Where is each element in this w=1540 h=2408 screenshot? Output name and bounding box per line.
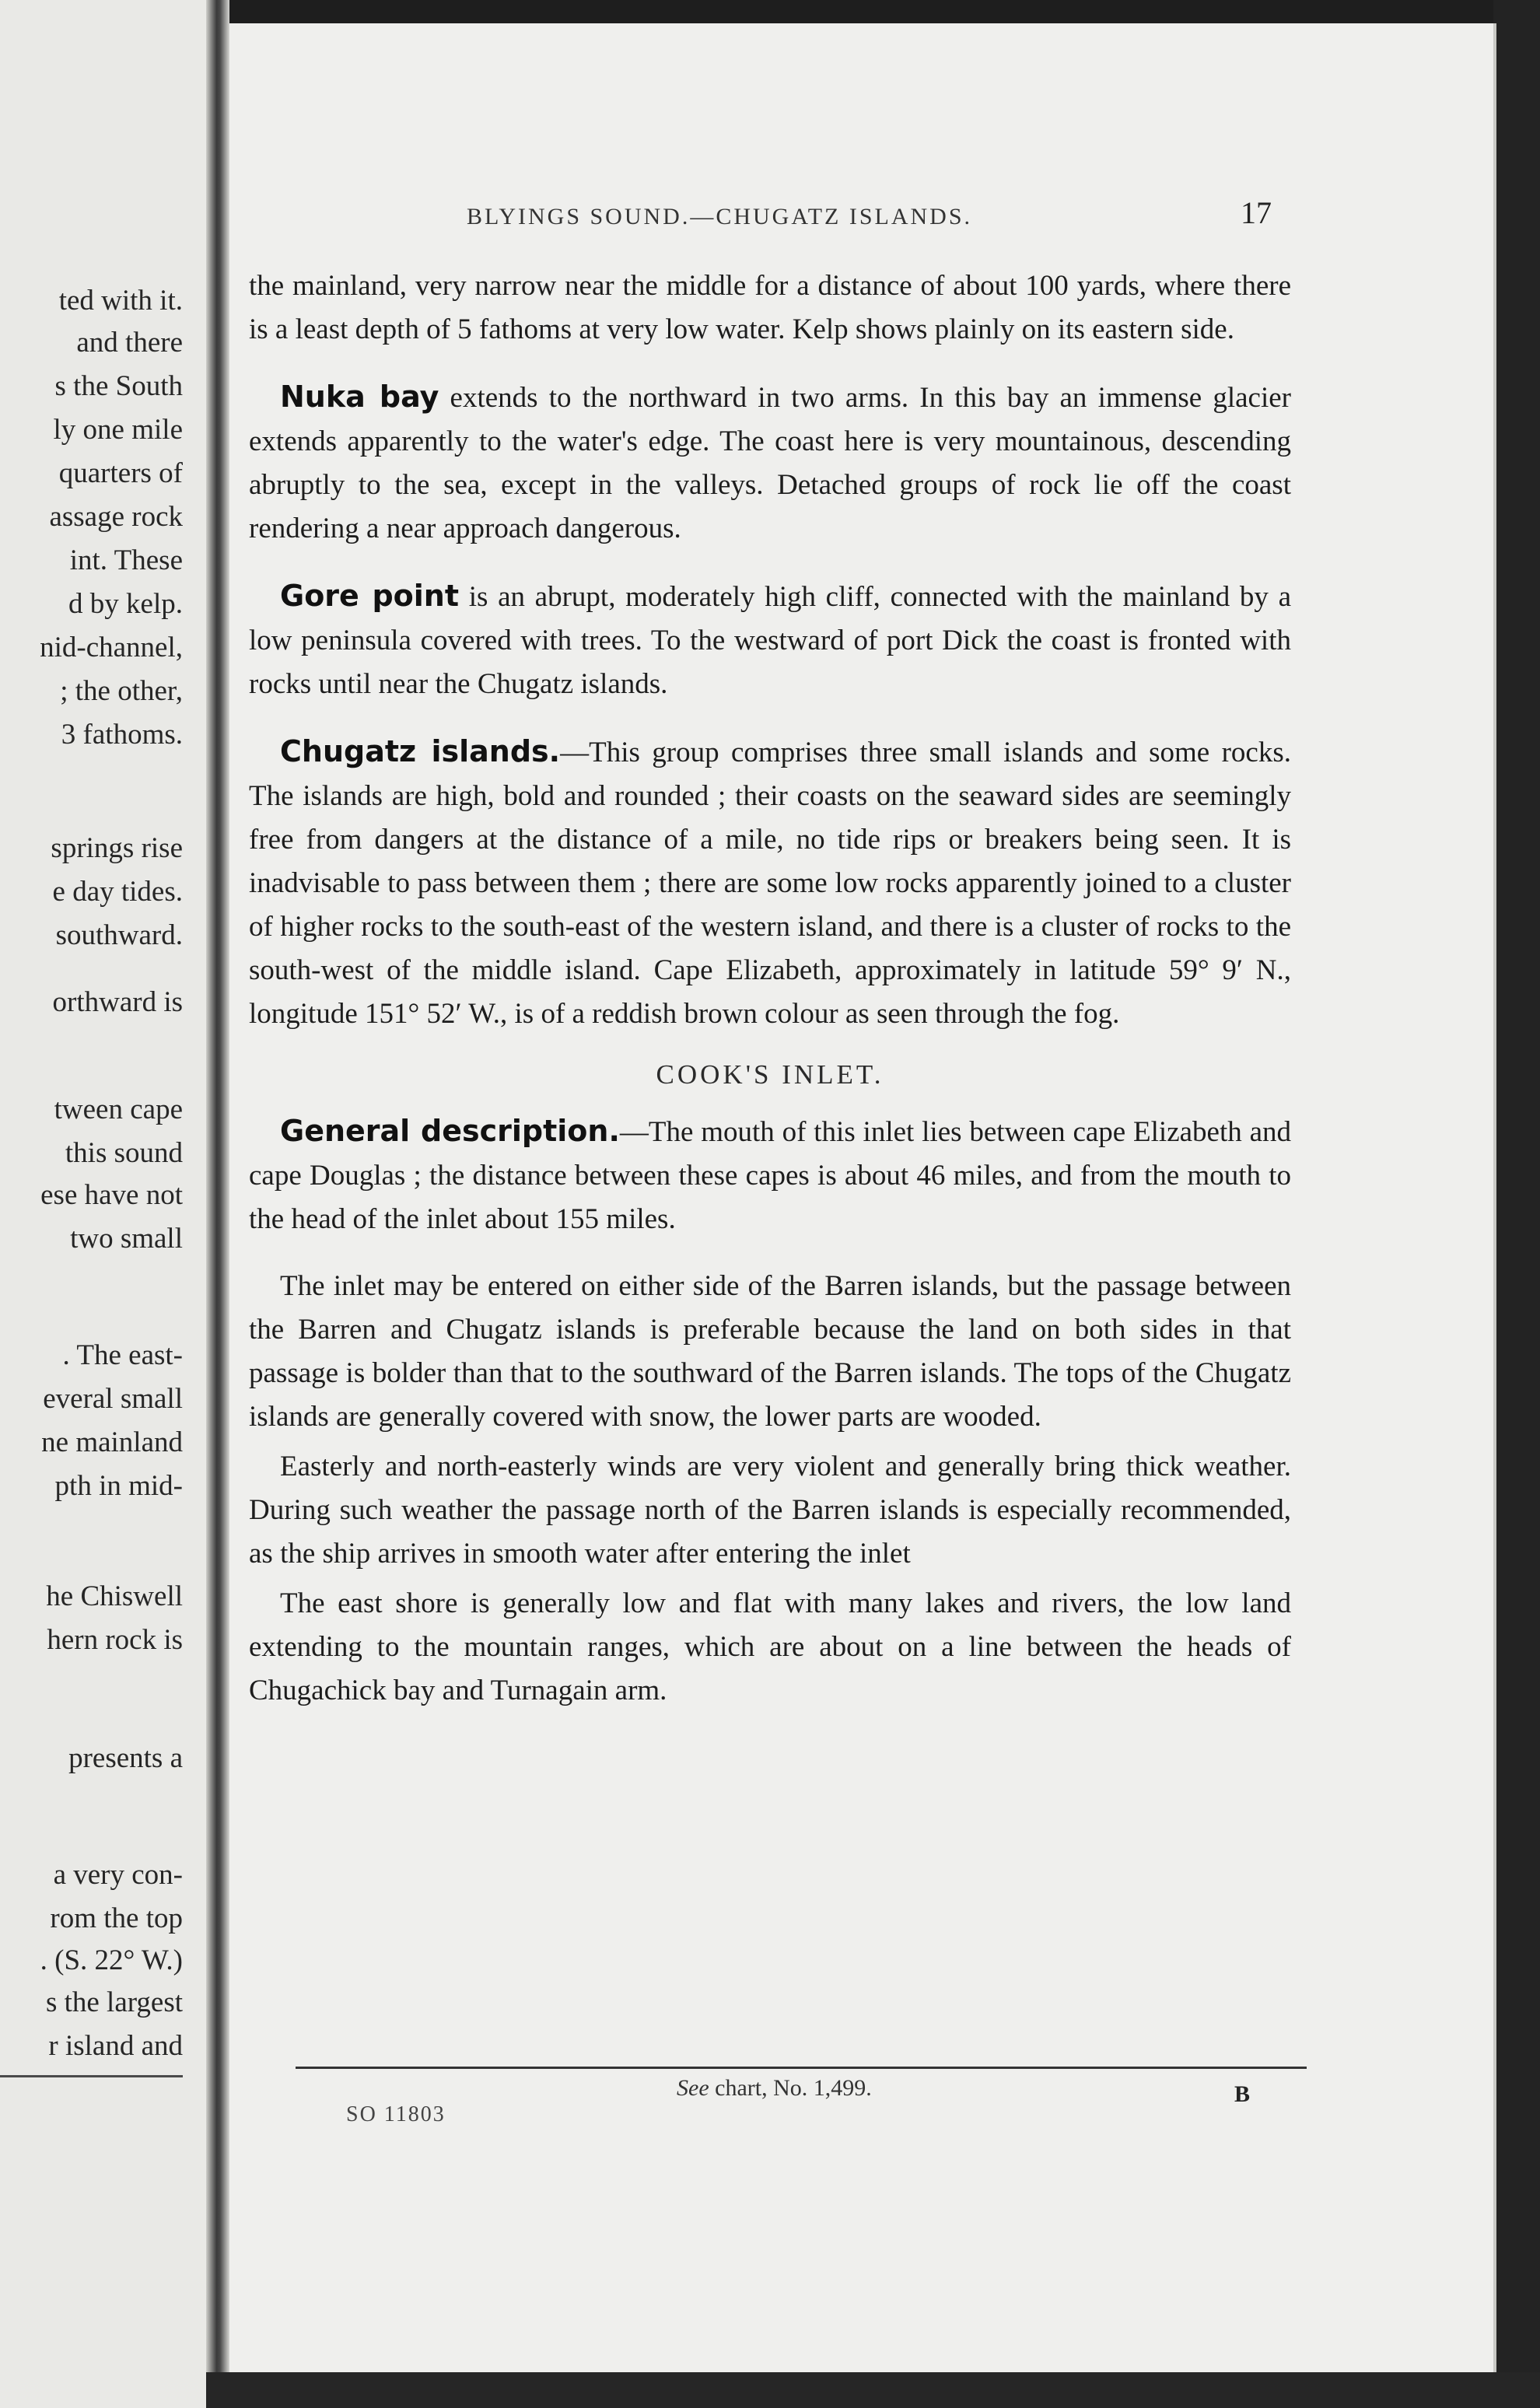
scan-border-bottom [206,2372,1540,2408]
paragraph-continuation: the mainland, very narrow near the middle for a distance of about 100 yards, where there is a least depth of 5 fathoms at very low water. Kelp shows plainly on its eastern side. [249,270,1291,345]
left-page-fragment: ; the other, [60,675,183,707]
left-page-fragment: e day tides. [52,876,183,908]
paragraph-text: —This group comprises three small islands and some rocks. The islands are high, bold and rounded ; their coasts on the seaward sides are seemingly free from dangers at the distance of a mile, no tide rips or breakers being seen. It is inadvisable to pass between them ; there are some low rocks apparently joined to a cluster of higher rocks to the south-east of the western island, and there is a cluster of rocks to the south-west of the middle island. Cape Elizabeth, approximately in latitude 59° 9′ N., longitude 151° 52′ W., is of a reddish brown colour as seen through the fog. [249,737,1291,1030]
paragraph-gore-point [249,574,1291,706]
left-page-fragment: a very con- [53,1859,183,1891]
left-page-fragment: d by kelp. [68,588,183,620]
scan-border-right [1493,0,1540,2408]
left-page-fragment: this sound [65,1137,183,1169]
left-page-fragment: nid-channel, [40,632,183,663]
left-page-fragment: and there [76,327,183,359]
left-page-fragment: he Chiswell [46,1580,183,1612]
running-head: BLYINGS SOUND.—CHUGATZ ISLANDS. [467,204,973,229]
paragraph-text: —The mouth of this inlet lies between cape Elizabeth and cape Douglas ; the distance between these capes is about 46 miles, and from the mouth to the head of the inlet about 155 miles. [249,1116,1291,1235]
left-page-fragment: everal small [43,1383,183,1415]
left-page-fragment: quarters of [58,457,183,489]
left-page-fragment: s the largest [45,1986,183,2018]
left-page-fragment: ne mainland [41,1426,183,1458]
footnote-see: See [677,2075,709,2101]
print-code: SO 11803 [346,2102,446,2126]
left-page-fragment: ted with it. [58,285,183,317]
paragraph-chugatz-islands [249,730,1291,1036]
scan-border-top [0,0,1540,23]
left-page-fragment: pth in mid- [54,1470,183,1502]
left-page-fragment: rom the top [50,1902,183,1934]
left-page-fragment: presents a [68,1742,183,1774]
left-page-fragment: tween cape [54,1094,183,1125]
paragraph-text: is an abrupt, moderately high cliff, connected with the mainland by a low peninsula covered with trees. To the westward of port Dick the coast is fronted with rocks until near the Chugatz islands. [249,581,1292,700]
left-page-fragment: 3 fathoms. [61,719,183,751]
left-page-fragment: assage rock [49,501,183,533]
paragraph-east-shore: The east shore is generally low and flat with many lakes and rivers, the low land extending to the mountain ranges, which are about on a line between the heads of Chugachick bay and Turnagain arm. [249,1587,1291,1706]
paragraph-heading: Nuka bay [280,380,439,414]
paragraph-general-description [249,1109,1291,1241]
section-title: COOK'S INLET. [656,1059,884,1090]
left-page-fragment: int. These [69,544,183,576]
left-page-fragment: r island and [48,2030,183,2062]
footnote [677,2075,872,2102]
paragraph-easterly-winds: Easterly and north-easterly winds are very violent and generally bring thick weather. During such weather the passage north of the Barren islands is especially recommended, as the ship arrives in smooth water after entering the inlet [249,1451,1291,1570]
paragraph-inlet-entry: The inlet may be entered on either side of the Barren islands, but the passage between the Barren and Chugatz islands is preferable because the land on both sides in that passage is bolder than that to the southward of the Barren islands. The tops of the Chugatz islands are generally covered with snow, the lower parts are wooded. [249,1270,1291,1433]
left-page-footer-rule [0,2075,183,2077]
left-page-fragment: southward. [55,919,183,951]
left-page-fragment: springs rise [51,832,183,864]
left-page-fragment: two small [70,1223,183,1255]
paragraph-heading: Gore point [280,579,460,613]
paragraph-heading: General description. [280,1114,620,1148]
left-page [0,0,206,2408]
footnote-text: chart, No. 1,499. [709,2075,872,2101]
book-gutter [206,0,229,2408]
left-page-fragment: s the South [54,370,183,402]
paragraph-text: extends to the northward in two arms. In this bay an immense glacier extends apparently to the water's edge. The coast here is very mountainous, descending abruptly to the sea, except in the valleys. Detached groups of rock lie off the coast rendering a near approach dangerous. [249,382,1291,544]
left-page-fragment: ese have not [40,1179,183,1211]
left-page-fragment: orthward is [52,986,183,1018]
paragraph-heading: Chugatz islands. [280,734,561,768]
page-number: 17 [1241,195,1272,230]
left-page-fragment: . The east- [62,1339,183,1371]
left-page-fragment: . (S. 22° W.) [40,1944,183,1976]
page-body [249,264,1291,1713]
left-page-fragment: hern rock is [47,1624,183,1656]
footnote-rule [296,2067,1307,2069]
left-page-fragment: ly one mile [53,414,183,446]
signature-mark: B [1234,2081,1251,2107]
paragraph-nuka-bay [249,375,1291,551]
